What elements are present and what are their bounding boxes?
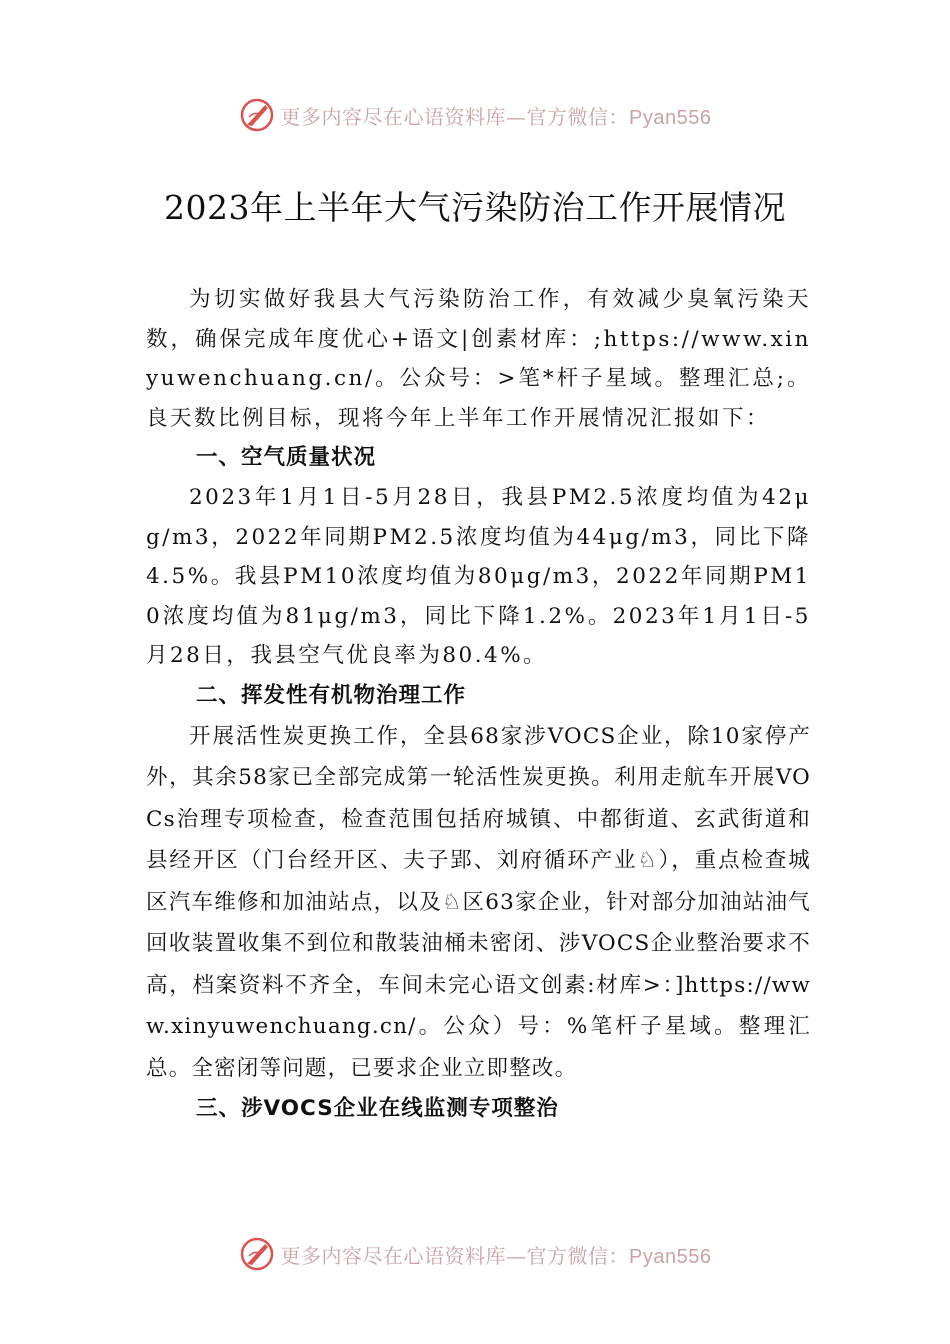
- document-body: [146, 280, 811, 1129]
- banner-label: 更多内容尽在心语资料库—官方微信：Pyan556: [280, 104, 712, 129]
- quill-logo-icon: [239, 1236, 275, 1272]
- footer-watermark-banner: [0, 1234, 950, 1274]
- section-body-vocs-treatment: 开展活性炭更换工作，全县68家涉VOCS企业，除10家停产外，其余58家已全部完成第一轮活性炭更换。利用走航车开展VOCs治理专项检查，检查范围包括府城镇、中都街道、玄武街道和县经开区（门台经开区、夫子郢、刘府循环产业♘），重点检查城区汽车维修和加油站点，以及♘区63家企业，针对部分加油站油气回收装置收集不到位和散装油桶未密闭、涉VOCS企业整治要求不高，档案资料不齐全，车间未完心语文创素:材库>：]https://www.xinyuwenchuang.cn/。公众）号：%笔杆子星域。整理汇总。全密闭等问题，已要求企业立即整改。: [146, 723, 811, 1081]
- banner-label: 更多内容尽在心语资料库—官方微信：Pyan556: [280, 1243, 712, 1268]
- banner-wechat-id: Pyan556: [629, 1245, 712, 1268]
- quill-logo-icon: [239, 97, 275, 133]
- section-heading-vocs-monitoring: 三、涉VOCS企业在线监测专项整治: [196, 1096, 559, 1121]
- section-body-air-quality: 2023年1月1日-5月28日，我县PM2.5浓度均值为42μg/m3，2022年同期PM2.5浓度均值为44μg/m3，同比下降4.5%。我县PM10浓度均值为80μg/m3，2022年同期PM10浓度均值为81μg/m3，同比下降1.2%。2023年1月1日-5月28日，我县空气优良率为80.4%。: [146, 485, 811, 668]
- section-heading-vocs-treatment: 二、挥发性有机物治理工作: [196, 682, 467, 708]
- header-watermark-banner: [0, 95, 950, 135]
- section-heading-air-quality: 一、空气质量状况: [196, 445, 377, 470]
- intro-paragraph: 为切实做好我县大气污染防治工作，有效减少臭氧污染天数，确保完成年度优心+语文|创素材库：;https://www.xinyuwenchuang.cn/。公众号：>笔*杆子星域。整理汇总;。良天数比例目标，现将今年上半年工作开展情况汇报如下：: [146, 287, 811, 431]
- banner-wechat-id: Pyan556: [629, 106, 712, 129]
- document-title: 2023年上半年大气污染防治工作开展情况: [164, 188, 786, 227]
